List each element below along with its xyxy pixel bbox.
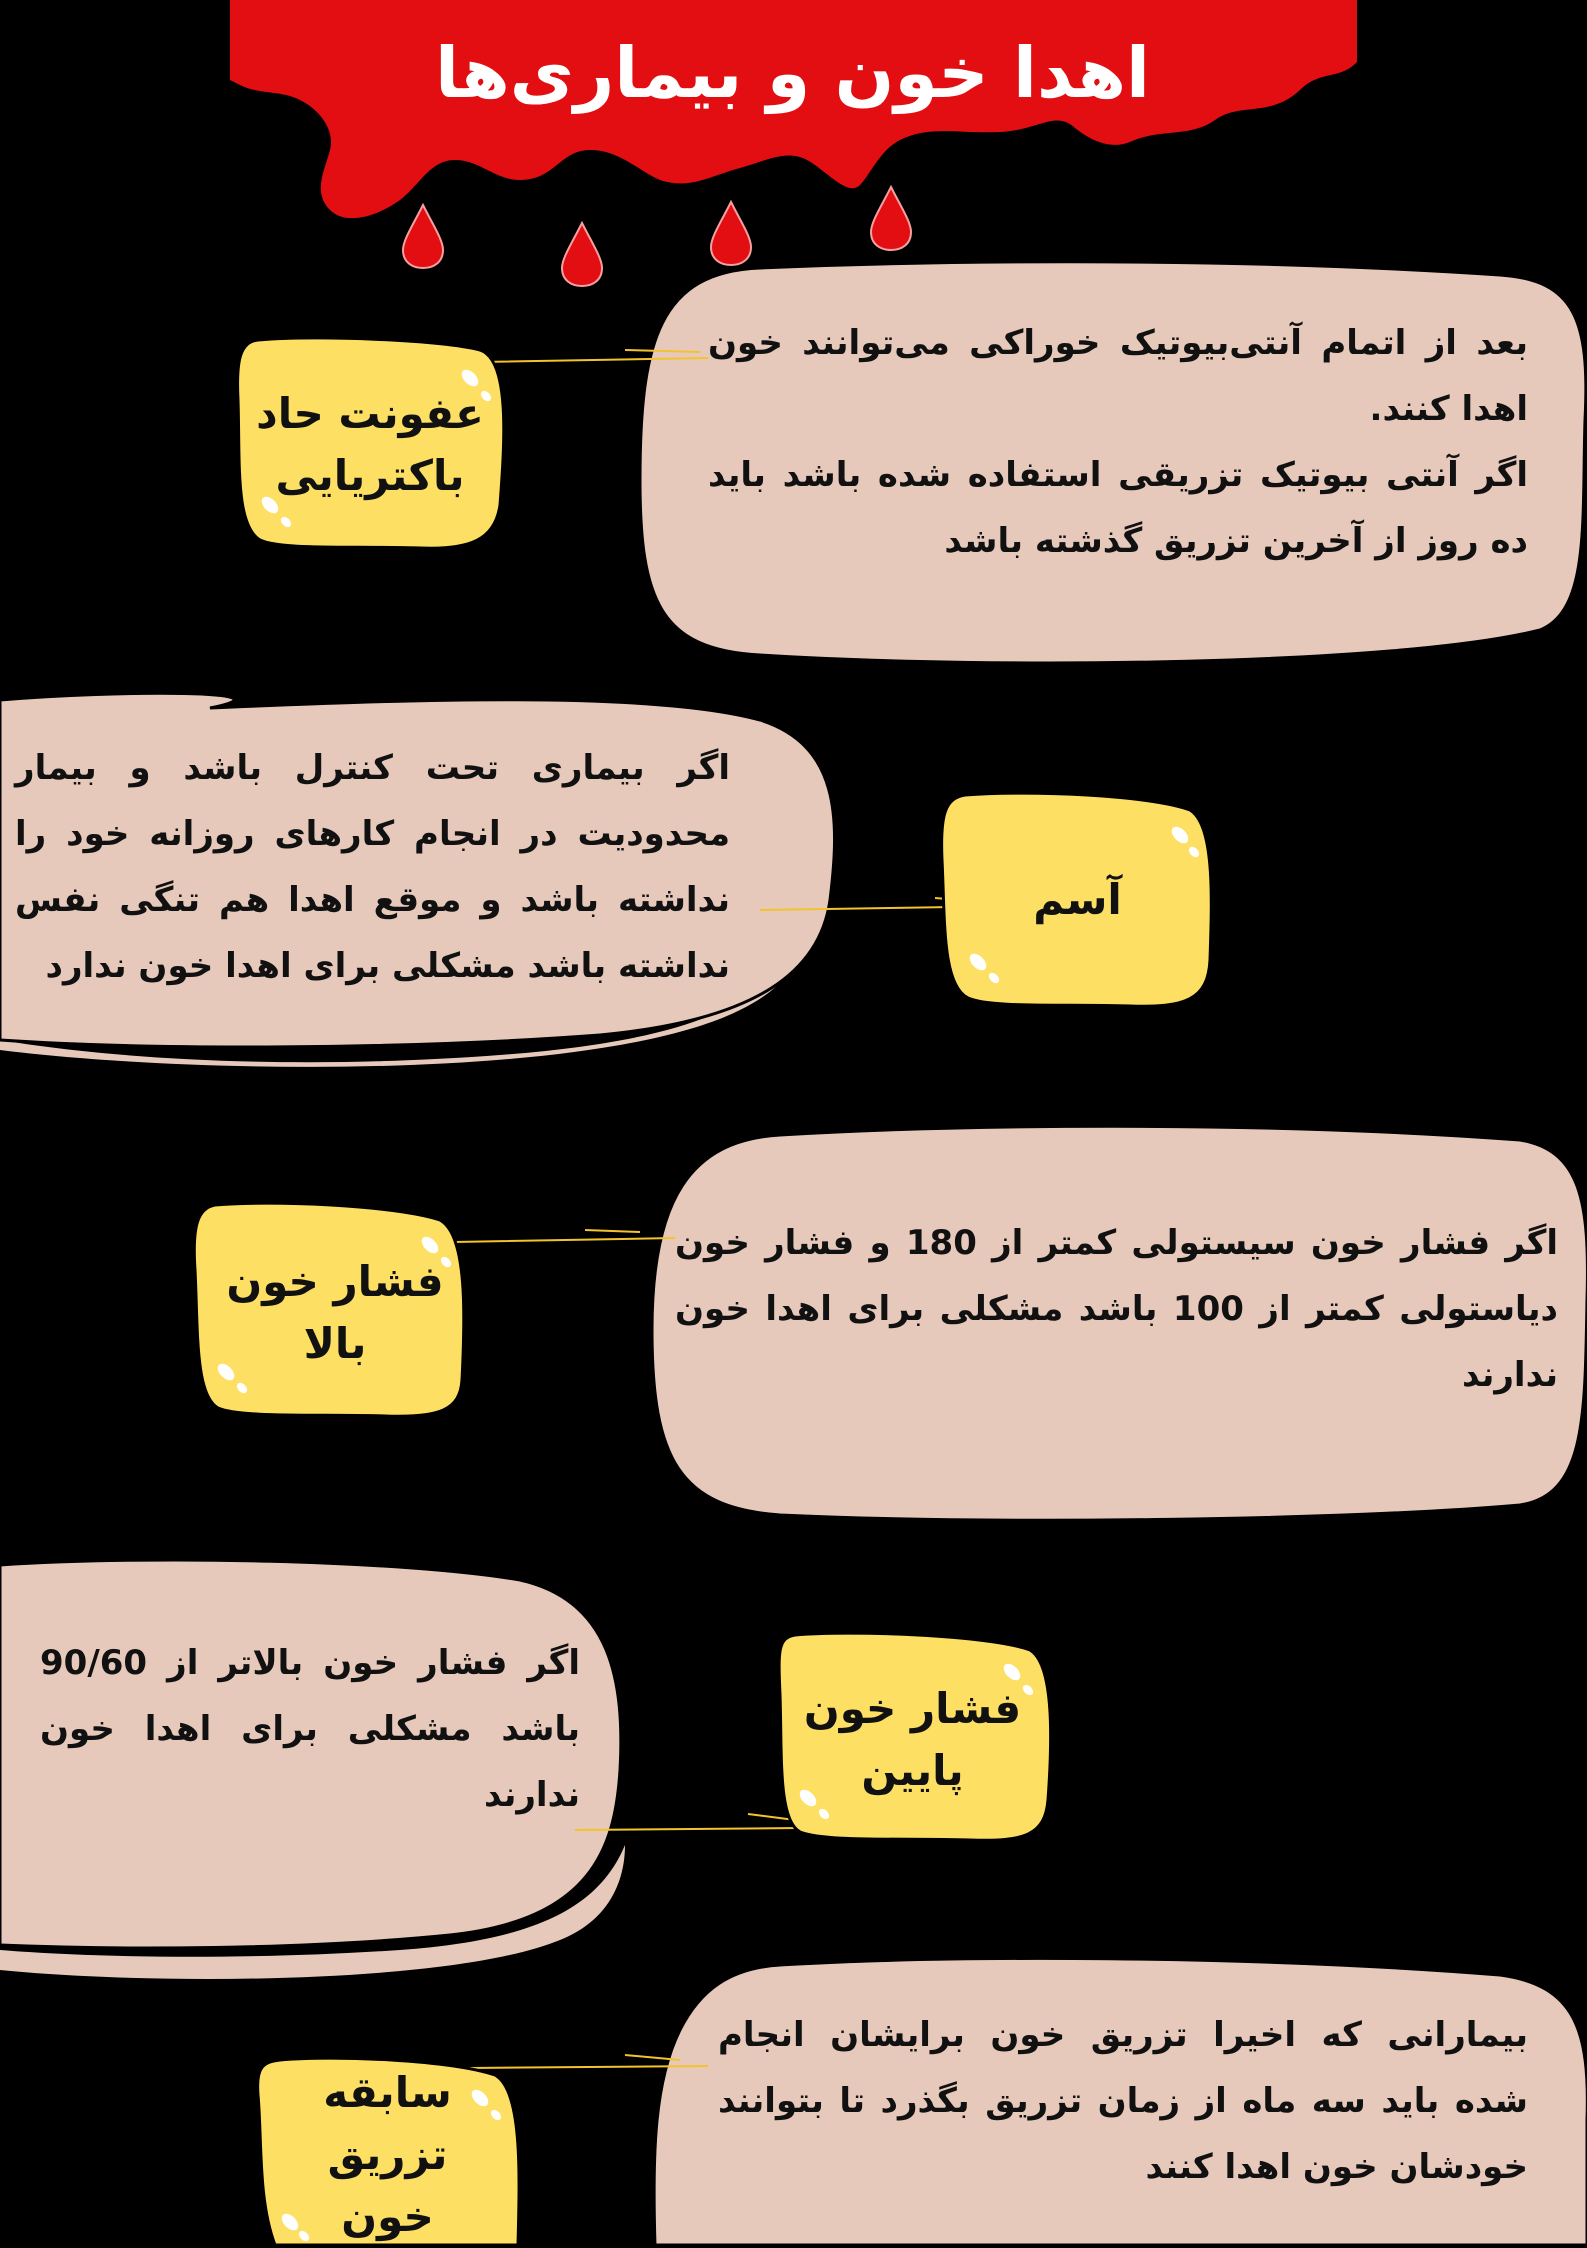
tag-label-5: سابقه تزریق خون: [323, 2068, 452, 2241]
tag-label-3: فشار خون بالا: [226, 1256, 444, 1368]
description-4: اگر فشار خون بالاتر از 90/60 باشد مشکلی برای اهدا خون ندارند: [40, 1643, 580, 1815]
blood-drop: [711, 202, 751, 265]
description-3: اگر فشار خون سیستولی کمتر از 180 و فشار خون دیاستولی کمتر از 100 باشد مشکلی برای اهدا خون ندارند: [675, 1223, 1559, 1395]
description-2: اگر بیماری تحت کنترل باشد و بیمار محدودیت در انجام کارهای روزانه خود را نداشته باشد و موقع اهدا هم تنگی نفس نداشته باشد مشکلی برای اهدا خون ندارد: [15, 748, 730, 986]
page-title: اهدا خون و بیماری‌ها: [434, 32, 1150, 114]
tag-label-1: عفونت حاد باکتریایی: [256, 389, 484, 500]
blood-drop: [403, 205, 443, 268]
blood-drop: [562, 223, 602, 286]
blood-drop: [871, 187, 911, 250]
description-1: بعد از اتمام آنتی‌بیوتیک خوراکی می‌توانند خون اهدا کنند. اگر آنتی بیوتیک تزریقی استفاده شده باشد باید ده روز از آخرین تزریق گذشته باشد: [708, 323, 1528, 561]
tag-label-4: فشار خون پایین: [803, 1684, 1022, 1795]
tag-label-2: آسم: [1033, 875, 1122, 924]
description-5: بیمارانی که اخیرا تزریق خون برایشان انجام شده باید سه ماه از زمان تزریق بگذرد تا بتوانند خودشان خون اهدا کنند: [718, 2015, 1528, 2187]
connector-line: [455, 1230, 675, 1242]
